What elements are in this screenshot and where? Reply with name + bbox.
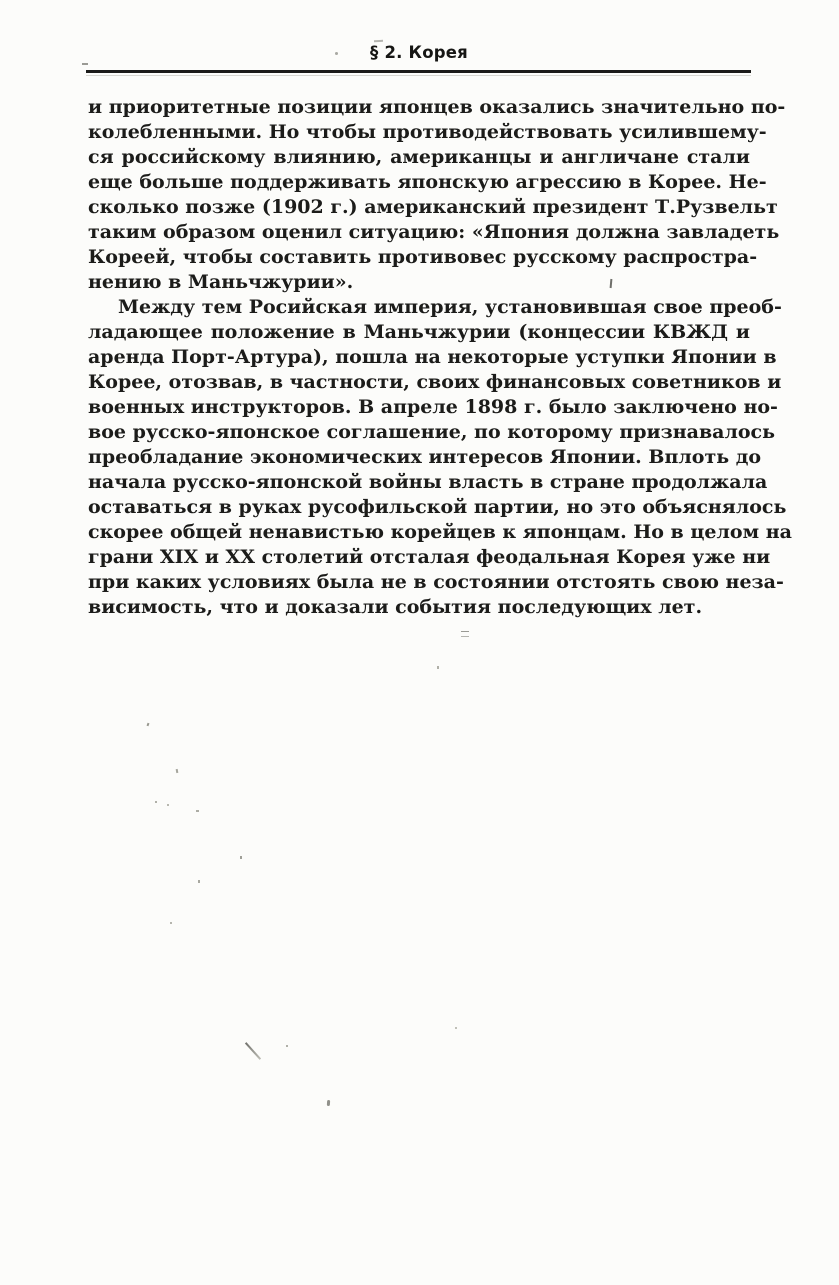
scan-speckle xyxy=(196,810,199,812)
header-rule-echo xyxy=(86,75,751,76)
scan-speckle xyxy=(167,804,169,806)
text-line: Кореей, чтобы составить противовес русскому распростра- xyxy=(88,246,758,268)
scan-speckle xyxy=(437,666,439,669)
scan-speckle xyxy=(147,723,150,727)
text-line: сколько позже (1902 г.) американский президент Т.Рузвельт xyxy=(88,196,778,218)
text-line: нению в Маньчжурии». xyxy=(88,271,354,293)
scan-pen-mark xyxy=(245,1042,261,1060)
scan-speckle xyxy=(170,922,172,924)
text-line: висимость, что и доказали события последующих лет. xyxy=(88,596,703,618)
text-line: и приоритетные позиции японцев оказались значительно по- xyxy=(88,96,786,118)
text-line: военных инструкторов. В апреле 1898 г. было заключено но- xyxy=(88,396,778,418)
text-line: при каких условиях была не в состоянии отстоять свою неза- xyxy=(88,571,784,593)
scan-speckle xyxy=(461,631,469,637)
text-line: вое русско-японское соглашение, по которому признавалось xyxy=(88,421,775,443)
text-column xyxy=(88,95,792,620)
scan-speckle xyxy=(374,40,383,42)
text-line: Корее, отозвав, в частности, своих финансовых советников и xyxy=(88,371,782,393)
text-line: аренда Порт-Артура), пошла на некоторые уступки Японии в xyxy=(88,346,777,368)
scan-speckle xyxy=(82,63,88,65)
scan-speckle xyxy=(240,856,242,859)
scan-speckle xyxy=(155,801,157,803)
text-line: колебленными. Но чтобы противодействовать усилившему- xyxy=(88,121,767,143)
scan-speckle xyxy=(455,1027,457,1029)
text-line: еще больше поддерживать японскую агрессию в Корее. Не- xyxy=(88,171,767,193)
scan-speckle xyxy=(335,52,338,55)
text-line: таким образом оценил ситуацию: «Япония должна завладеть xyxy=(88,221,780,243)
scan-speckle xyxy=(286,1045,288,1047)
text-line: начала русско-японской войны власть в стране продолжала xyxy=(88,471,768,493)
header-rule xyxy=(86,70,751,73)
text-line: Между тем Росийская империя, установившая свое преоб- xyxy=(118,296,782,318)
section-heading: § 2. Корея xyxy=(370,43,468,62)
text-line: ладающее положение в Маньчжурии (концессии КВЖД и xyxy=(88,321,750,343)
text-line: преобладание экономических интересов Японии. Вплоть до xyxy=(88,446,762,468)
scan-speckle xyxy=(176,769,179,773)
scan-speckle xyxy=(198,880,200,883)
text-line: скорее общей ненавистью корейцев к японцам. Но в целом на xyxy=(88,521,792,543)
scan-speckle xyxy=(327,1100,330,1106)
text-line: ся российскому влиянию, американцы и англичане стали xyxy=(88,146,750,168)
text-line: оставаться в руках русофильской партии, но это объяснялось xyxy=(88,496,787,518)
text-line: грани XIX и XX столетий отсталая феодальная Корея уже ни xyxy=(88,546,771,568)
